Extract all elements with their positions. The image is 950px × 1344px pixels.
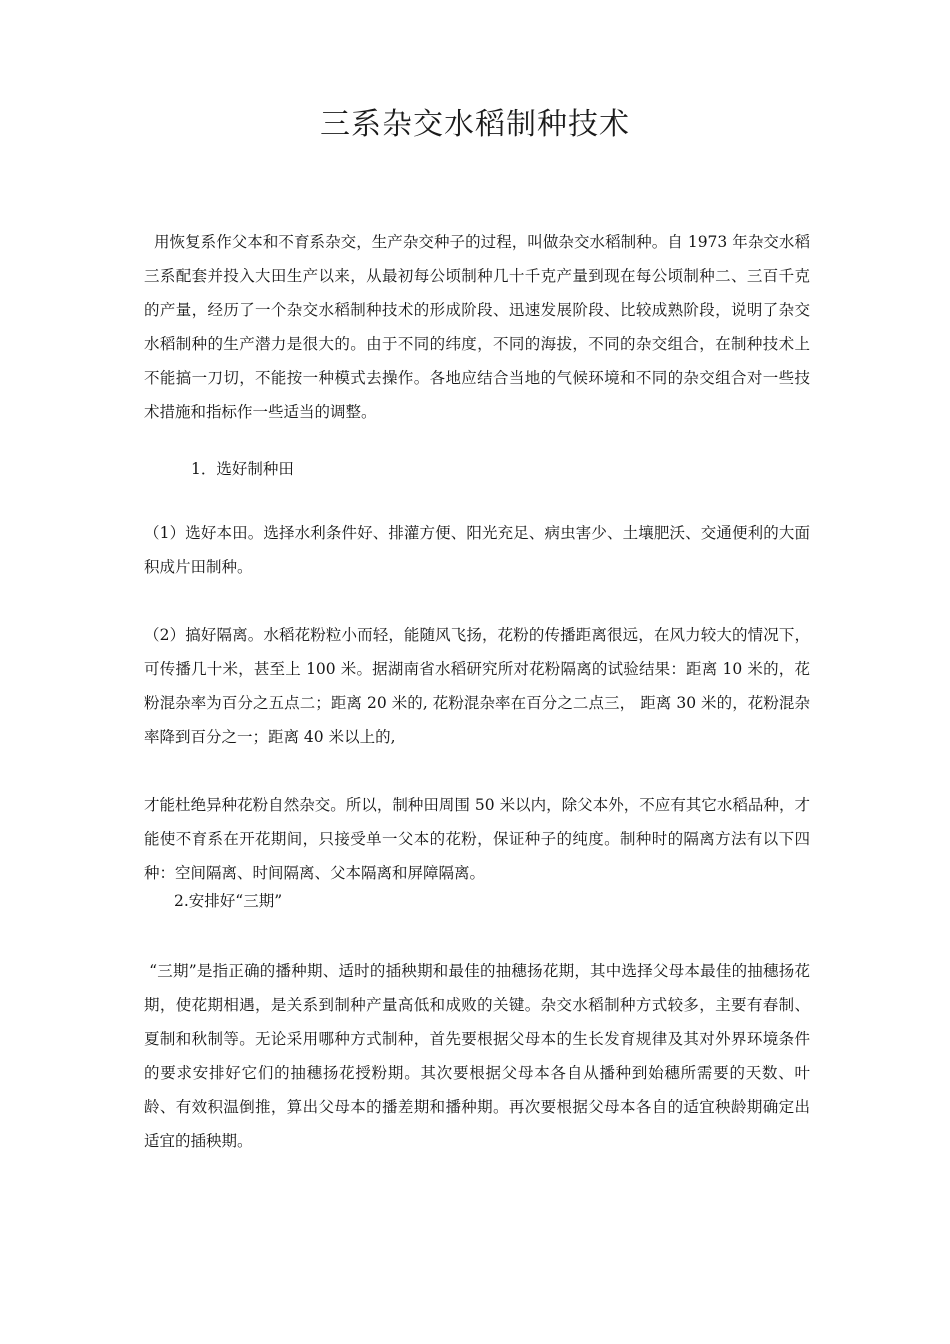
intro-paragraph: 用恢复系作父本和不育系杂交，生产杂交种子的过程，叫做杂交水稻制种。自 1973 年杂交水稻三系配套并投入大田生产以来，从最初每公顷制种几十千克产量到现在每公顷制种二、三百千克的产量，经历了一个杂交水稻制种技术的形成阶段、迅速发展阶段、比较成熟阶段，说明了杂交水稻制种的生产潜力是很大的。由于不同的纬度，不同的海拔，不同的杂交组合，在制种技术上不能搞一刀切，不能按一种模式去操作。各地应结合当地的气候环境和不同的杂交组合对一些技术措施和指标作一些适当的调整。 — [144, 233, 810, 421]
section-2-heading: 2.安排好“三期” — [174, 892, 283, 910]
section-1-item-1: （1）选好本田。选择水利条件好、排灌方便、阳光充足、病虫害少、土壤肥沃、交通便利的大面积成片田制种。 — [144, 524, 810, 576]
section-2-paragraph: “三期”是指正确的播种期、适时的插秧期和最佳的抽穗扬花期，其中选择父母本最佳的抽穗扬花期，使花期相遇，是关系到制种产量高低和成败的关键。杂交水稻制种方式较多，主要有春制、夏制和秋制等。无论采用哪种方式制种，首先要根据父母本的生长发育规律及其对外界环境条件的要求安排好它们的抽穗扬花授粉期。其次要根据父母本各自从播种到始穗所需要的天数、叶龄、有效积温倒推，算出父母本的播差期和播种期。再次要根据父母本各自的适宜秧龄期确定出适宜的插秧期。 — [144, 962, 810, 1150]
section-1-item-2-continued: 才能杜绝异种花粉自然杂交。所以，制种田周围 50 米以内，除父本外，不应有其它水稻品种，才能使不育系在开花期间，只接受单一父本的花粉，保证种子的纯度。制种时的隔离方法有以下四种：空间隔离、时间隔离、父本隔离和屏障隔离。 — [144, 796, 810, 882]
section-1-heading: 1．选好制种田 — [191, 460, 294, 478]
section-1-item-2: （2）搞好隔离。水稻花粉粒小而轻，能随风飞扬，花粉的传播距离很远，在风力较大的情况下，可传播几十米，甚至上 100 米。据湖南省水稻研究所对花粉隔离的试验结果：距离 10 米的，花粉混杂率为百分之五点二；距离 20 米的, 花粉混杂率在百分之二点三， 距离 30 米的，花粉混杂率降到百分之一；距离 40 米以上的, — [144, 626, 810, 746]
document-title: 三系杂交水稻制种技术 — [320, 107, 630, 142]
